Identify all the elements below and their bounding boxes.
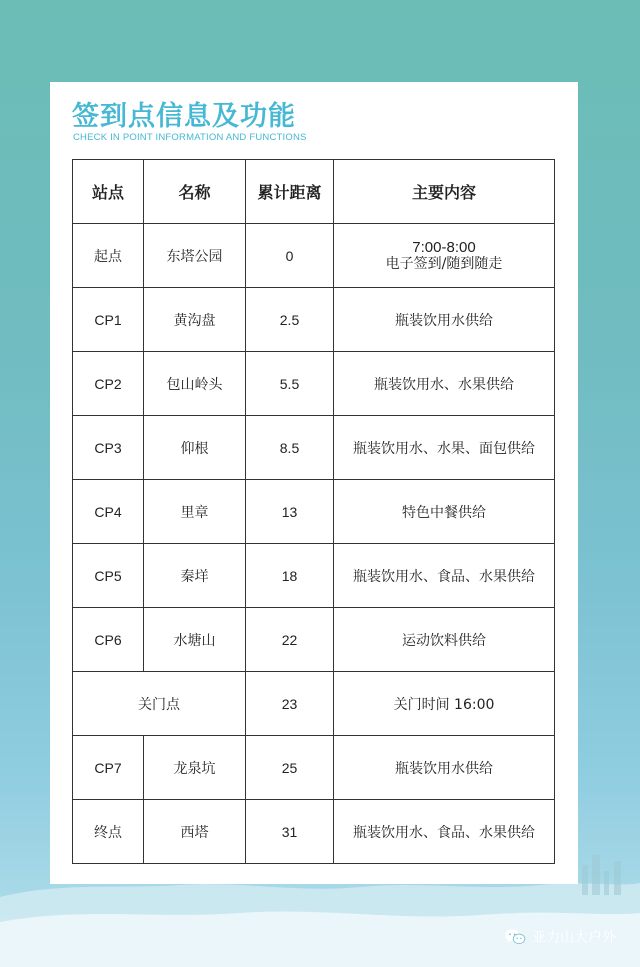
cell-content: 瓶装饮用水、水果、面包供给 (334, 416, 555, 480)
wechat-watermark (504, 927, 616, 947)
cell-name: 仰根 (144, 416, 246, 480)
cell-content: 瓶装饮用水供给 (334, 736, 555, 800)
cell-name: 黄沟盘 (144, 288, 246, 352)
cell-distance: 25 (246, 736, 334, 800)
table-row (73, 800, 555, 864)
cell-station: 终点 (73, 800, 144, 864)
page-title: 签到点信息及功能 (72, 101, 296, 132)
header-content: 主要内容 (334, 160, 555, 224)
table-row (73, 672, 555, 736)
header-station: 站点 (73, 160, 144, 224)
cell-name: 秦垟 (144, 544, 246, 608)
cell-content (334, 224, 555, 288)
cell-content: 瓶装饮用水供给 (334, 288, 555, 352)
cell-station: CP6 (73, 608, 144, 672)
cell-station: CP2 (73, 352, 144, 416)
cell-station: CP5 (73, 544, 144, 608)
cell-name: 龙泉坑 (144, 736, 246, 800)
checkpoint-table (72, 159, 555, 864)
table-row (73, 736, 555, 800)
cell-distance: 13 (246, 480, 334, 544)
cell-content-time: 7:00-8:00 (412, 238, 476, 256)
cell-distance: 0 (246, 224, 334, 288)
cell-content: 瓶装饮用水、食品、水果供给 (334, 544, 555, 608)
cell-content-note: 电子签到/随到随走 (385, 255, 503, 272)
cell-distance: 2.5 (246, 288, 334, 352)
watermark-text: 亚力山大户外 (532, 930, 616, 946)
header-name: 名称 (144, 160, 246, 224)
cell-station: CP7 (73, 736, 144, 800)
cell-station: CP4 (73, 480, 144, 544)
cell-distance: 5.5 (246, 352, 334, 416)
table-row (73, 224, 555, 288)
table-row (73, 288, 555, 352)
cell-station: CP1 (73, 288, 144, 352)
cell-content: 特色中餐供给 (334, 480, 555, 544)
cell-content: 运动饮料供给 (334, 608, 555, 672)
cell-distance: 18 (246, 544, 334, 608)
table-row (73, 544, 555, 608)
cell-name: 里章 (144, 480, 246, 544)
table-header-row (73, 160, 555, 224)
page-subtitle: CHECK IN POINT INFORMATION AND FUNCTIONS (73, 132, 307, 143)
cell-station-merged: 关门点 (73, 672, 246, 736)
cell-content: 瓶装饮用水、水果供给 (334, 352, 555, 416)
header-distance: 累计距离 (246, 160, 334, 224)
table-row (73, 480, 555, 544)
cell-content: 关门时间 16:00 (334, 672, 555, 736)
cell-distance: 8.5 (246, 416, 334, 480)
info-card (50, 82, 578, 884)
cell-name: 东塔公园 (144, 224, 246, 288)
cell-name: 包山岭头 (144, 352, 246, 416)
cell-distance: 23 (246, 672, 334, 736)
cell-distance: 22 (246, 608, 334, 672)
cell-distance: 31 (246, 800, 334, 864)
table-row (73, 608, 555, 672)
cell-name: 水塘山 (144, 608, 246, 672)
cell-name: 西塔 (144, 800, 246, 864)
cell-content: 瓶装饮用水、食品、水果供给 (334, 800, 555, 864)
wechat-icon (504, 928, 526, 946)
table-row (73, 416, 555, 480)
cell-station: 起点 (73, 224, 144, 288)
table-row (73, 352, 555, 416)
cell-station: CP3 (73, 416, 144, 480)
